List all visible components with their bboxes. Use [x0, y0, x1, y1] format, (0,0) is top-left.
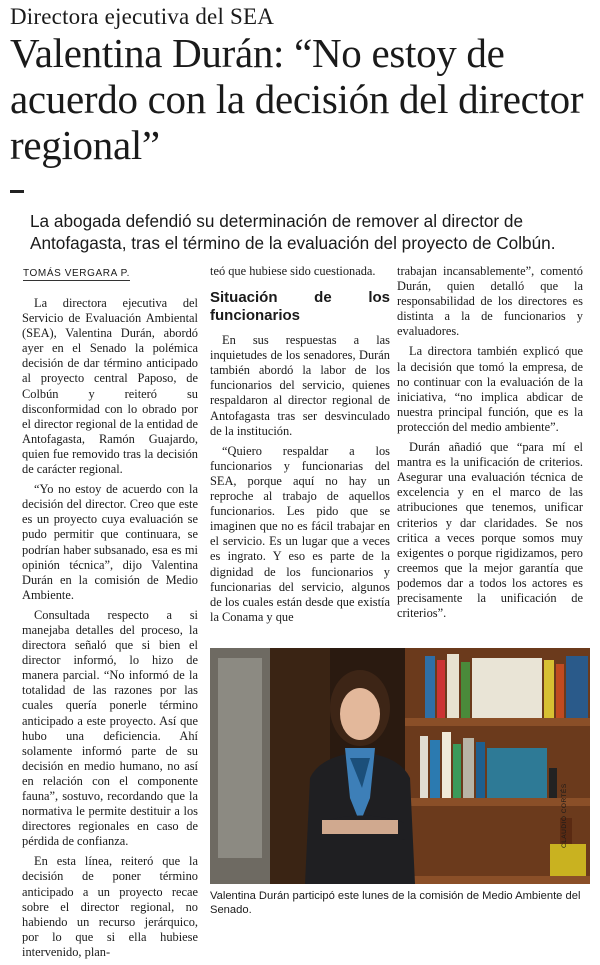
paragraph: “Yo no estoy de acuerdo con la decisión del director. Creo que este es un proyecto cuya evaluación se pudo permitir que continuara, se podrían haber subsanado, esa es mi opinión técnica”, dijo Valentina Durán en la comisión de Medio Ambiente. — [22, 482, 198, 602]
photo-credit — [561, 648, 600, 884]
decorative-rule — [10, 190, 24, 207]
paragraph: teó que hubiese sido cuestionada. — [210, 264, 376, 278]
kicker: Directora ejecutiva del SEA — [10, 4, 275, 29]
byline: TOMÁS VERGARA P. — [23, 268, 131, 279]
photo-credit-text: CLAUDIO CORTÉS — [561, 783, 568, 848]
paragraph: En esta línea, reiteró que la decisión de poner término anticipado a un proyecto recae sobre el director regional, no habiendo un recurso jerárquico, por lo que si ella hubiese intervenido, plan- — [22, 854, 198, 959]
deck: La abogada defendió su determinación de remover al director de Antofagasta, tras el término de la evaluación del proyecto de Colbún. — [30, 211, 556, 253]
paragraph: trabajan incansablemente”, comentó Durán, quien detalló que la responsabilidad de los directores es distinta a la de funcionarios y evaluadores. — [397, 264, 583, 339]
paragraph: Consultada respecto a si manejaba detalles del proceso, la directora señaló que si bien el director informó, lo hizo de manera parcial. “No informó de la totalidad de las razones por las cuales quería ponerle término anticipado a este proyecto. Así que hubo una deficiencia. Ahí solamente informó parte de su decisión en medio humano, no así en relación con el componente fauna”, sostuvo, recordando que la normativa le permite destituir a los directores regionales en caso de pérdida de confianza. — [22, 607, 198, 849]
paragraph: Durán añadió que “para mí el mantra es la unificación de criterios. Asegurar una evaluación técnica de excelencia y en el marco de las atribuciones que tenemos, unificar criterios y dar claridades. Se nos critica a veces porque somos muy exigentes o porque rigidizamos, pero creemos que la mejor garantía que podemos dar a todos los actores es precisamente la unificación de criterios”. — [397, 440, 583, 621]
column-2 — [210, 264, 390, 630]
headline: Valentina Durán: “No estoy de acuerdo con la decisión del director regional” — [10, 30, 584, 168]
paragraph: “Quiero respaldar a los funcionarios y funcionarias del SEA, porque aquí no hay un reproche al trabajo de aquellos funcionarios. Les pido que se imaginen que no es fácil trabajar en el servicio. Es un lugar que a veces es ingrato. Y eso es parte de la dignidad de los funcionarios y funcionarias del servicio, algunos de los cuales están desde que existía la Conama y que — [210, 443, 390, 624]
article-photo — [210, 648, 590, 884]
column-3 — [397, 264, 583, 626]
paragraph: La directora también explicó que la decisión que tomó la empresa, de no continuar con la evaluación de la iniciativa, “no implica abdicar de nuestra principal función, que es la protección del medio ambiente”. — [397, 344, 583, 434]
subheading: Situación de los funcionarios — [210, 289, 390, 325]
column-1 — [22, 296, 198, 965]
paragraph: La directora ejecutiva del Servicio de Evaluación Ambiental (SEA), Valentina Durán, abordó ayer en el Senado la polémica decisión de dar término anticipado al proyecto central Paposo, de Colbún y reiteró su disconformidad con lo obrado por el director regional de la entidad de Antofagasta, Ramón Guajardo, quien fue removido tras la decisión de carácter regional. — [22, 296, 198, 477]
portrait-illustration — [210, 648, 590, 884]
photo-caption: Valentina Durán participó este lunes de la comisión de Medio Ambiente del Senado. — [210, 890, 581, 916]
paragraph: En sus respuestas a las inquietudes de los senadores, Durán también abordó la labor de los funcionarios del servicio, quienes respaldaron al director regional de Antofagasta tras ser desvinculado de la institución. — [210, 333, 390, 438]
